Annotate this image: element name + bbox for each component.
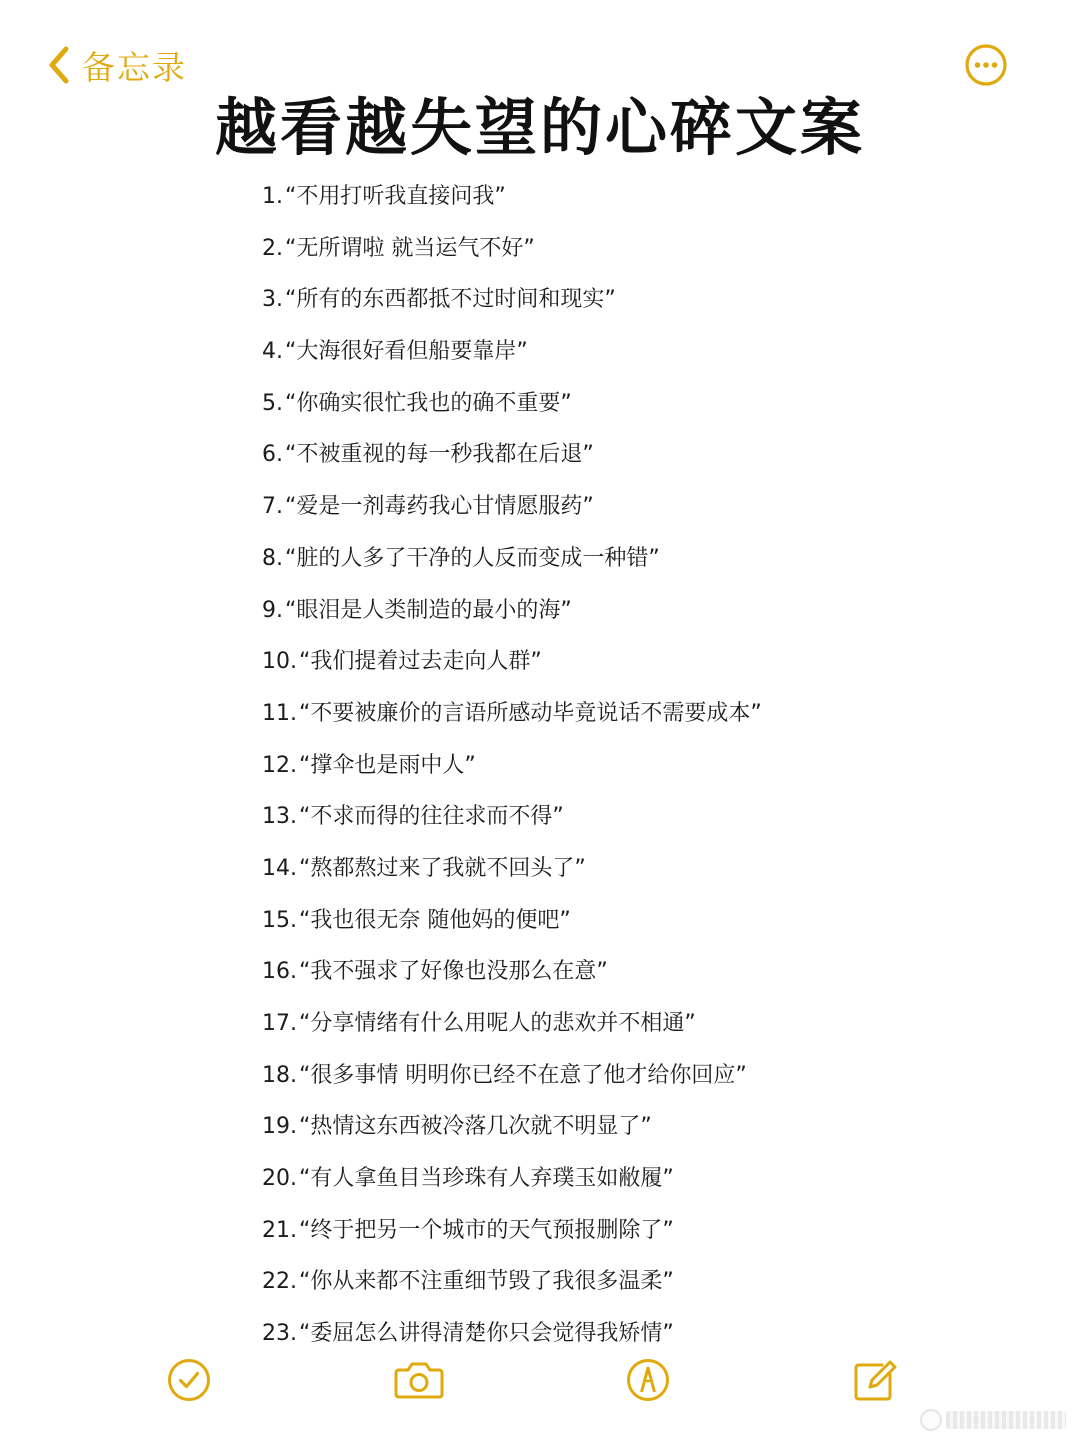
back-label: 备忘录: [82, 47, 187, 87]
list-item-number: 13.: [262, 804, 297, 830]
list-item: [262, 332, 762, 384]
list-item: [262, 1262, 762, 1314]
list-item-number: 2.: [262, 235, 283, 261]
list-item-text: “不要被廉价的言语所感动毕竟说话不需要成本”: [299, 700, 762, 726]
list-item: [262, 384, 762, 436]
list-item-text: “不被重视的每一秒我都在后退”: [285, 442, 594, 468]
list-item-text: “很多事情 明明你已经不在意了他才给你回应”: [299, 1062, 747, 1088]
list-item: [262, 177, 762, 229]
list-item-number: 21.: [262, 1217, 297, 1243]
list-item-text: “我也很无奈 随他妈的便吧”: [299, 907, 571, 933]
list-item-number: 10.: [262, 649, 297, 675]
markup-button[interactable]: [625, 1357, 671, 1403]
list-item-number: 4.: [262, 339, 283, 365]
list-item-number: 11.: [262, 700, 297, 726]
list-item-text: “大海很好看但船要靠岸”: [285, 339, 528, 365]
list-item-text: “热情这东西被冷落几次就不明显了”: [299, 1114, 652, 1140]
list-item-number: 16.: [262, 959, 297, 985]
list-item-number: 17.: [262, 1011, 297, 1036]
list-item: [262, 849, 762, 901]
list-item-number: 12.: [262, 752, 297, 778]
list-item-number: 20.: [262, 1166, 297, 1192]
list-item-number: 6.: [262, 442, 283, 468]
list-item-number: 23.: [262, 1321, 297, 1347]
list-item-text: “熬都熬过来了我就不回头了”: [299, 855, 586, 881]
list-item-number: 7.: [262, 494, 283, 520]
list-item-text: “我不强求了好像也没那么在意”: [299, 959, 608, 985]
list-item: [262, 280, 762, 332]
note-title: 越看越失望的心碎文案: [214, 91, 865, 164]
list-item-text: “眼泪是人类制造的最小的海”: [285, 597, 572, 623]
list-item: [262, 435, 762, 487]
watermark: [920, 1409, 1066, 1431]
camera-icon: [393, 1357, 445, 1403]
list-item-number: 22.: [262, 1269, 297, 1295]
list-item-number: 8.: [262, 545, 283, 571]
list-item-text: “爱是一剂毒药我心甘情愿服药”: [285, 494, 594, 520]
note-list: [262, 177, 762, 1366]
list-item: [262, 746, 762, 798]
list-item: [262, 901, 762, 953]
list-item: [262, 539, 762, 591]
list-item: [262, 1004, 762, 1056]
list-item: [262, 229, 762, 281]
list-item-text: “不用打听我直接问我”: [285, 184, 506, 209]
markup-pen-icon: [625, 1357, 671, 1403]
list-item-number: 5.: [262, 390, 283, 416]
compose-button[interactable]: [852, 1357, 898, 1403]
list-item-text: “委屈怎么讲得清楚你只会觉得我矫情”: [299, 1321, 674, 1347]
list-item-number: 1.: [262, 184, 283, 209]
list-item-text: “撑伞也是雨中人”: [299, 752, 476, 778]
compose-icon: [852, 1357, 898, 1403]
list-item-number: 14.: [262, 855, 297, 881]
list-item: [262, 591, 762, 643]
list-item-number: 3.: [262, 287, 283, 313]
list-item: [262, 1107, 762, 1159]
list-item-text: “无所谓啦 就当运气不好”: [285, 235, 535, 261]
watermark-logo-icon: [920, 1409, 942, 1431]
list-item-text: “不求而得的往往求而不得”: [299, 804, 564, 830]
list-item: [262, 1056, 762, 1108]
list-item: [262, 642, 762, 694]
list-item-number: 19.: [262, 1114, 297, 1140]
checklist-button[interactable]: [166, 1357, 212, 1403]
list-item-text: “你确实很忙我也的确不重要”: [285, 390, 572, 416]
checklist-icon: [166, 1357, 212, 1403]
list-item-text: “终于把另一个城市的天气预报删除了”: [299, 1217, 674, 1243]
list-item-number: 9.: [262, 597, 283, 623]
list-item-text: “所有的东西都抵不过时间和现实”: [285, 287, 616, 313]
list-item-number: 18.: [262, 1062, 297, 1088]
bottom-toolbar: [0, 1357, 1080, 1407]
list-item-text: “脏的人多了干净的人反而变成一种错”: [285, 545, 660, 571]
list-item-text: “我们提着过去走向人群”: [299, 649, 542, 675]
list-item: [262, 694, 762, 746]
list-item: [262, 487, 762, 539]
watermark-text-mark: [946, 1411, 1066, 1429]
list-item-text: “有人拿鱼目当珍珠有人弃璞玉如敝履”: [299, 1166, 674, 1192]
list-item: [262, 1159, 762, 1211]
list-item-text: “你从来都不注重细节毁了我很多温柔”: [299, 1269, 674, 1295]
list-item: [262, 797, 762, 849]
list-item-number: 15.: [262, 907, 297, 933]
camera-button[interactable]: [393, 1357, 445, 1403]
list-item: [262, 952, 762, 1004]
list-item: [262, 1211, 762, 1263]
list-item-text: “分享情绪有什么用呢人的悲欢并不相通”: [299, 1011, 696, 1036]
